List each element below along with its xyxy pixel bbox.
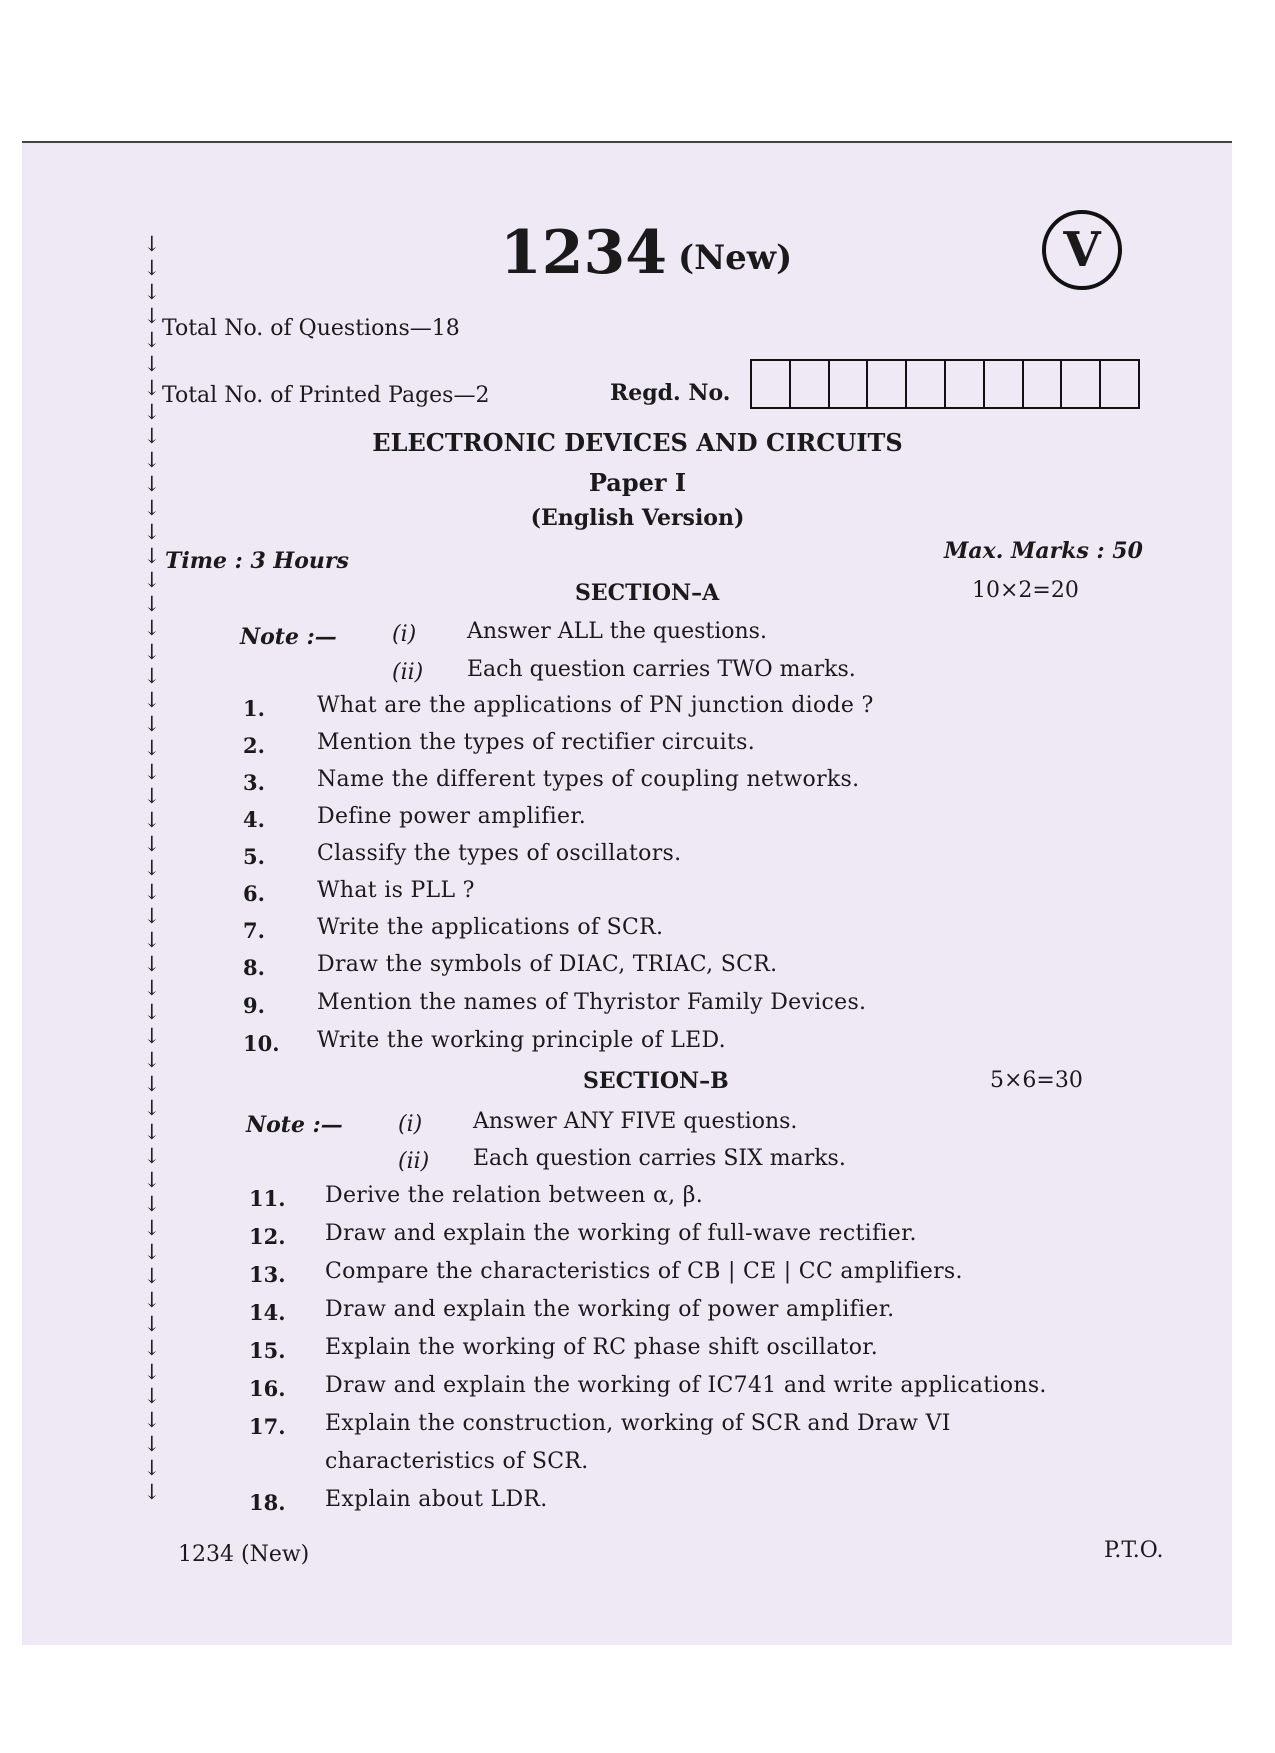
- regd-digit-box[interactable]: [830, 361, 869, 407]
- section-a-note-i-num: (i): [392, 622, 417, 647]
- footer-pto: P.T.O.: [1104, 1538, 1164, 1563]
- section-b-note-ii-num: (ii): [398, 1149, 430, 1174]
- question-text: Mention the types of rectifier circuits.: [317, 730, 756, 755]
- margin-arrow-icon: ↓: [143, 1456, 161, 1480]
- margin-arrow-icon: ↓: [143, 832, 161, 856]
- margin-arrow-icon: ↓: [143, 1336, 161, 1360]
- question-number: 16.: [249, 1376, 286, 1401]
- margin-arrow-icon: ↓: [143, 1216, 161, 1240]
- margin-arrow-icon: ↓: [143, 856, 161, 880]
- question-text: Write the working principle of LED.: [317, 1028, 726, 1053]
- paper-code: 1234: [500, 218, 667, 288]
- question-text-continuation: characteristics of SCR.: [325, 1449, 589, 1474]
- question-text: Explain the working of RC phase shift oscillator.: [325, 1335, 879, 1360]
- margin-arrow-icon: ↓: [143, 1384, 161, 1408]
- time-label: Time : 3 Hours: [165, 548, 349, 574]
- question-text: Draw and explain the working of full-wave rectifier.: [325, 1221, 917, 1246]
- margin-arrow-icon: ↓: [143, 304, 161, 328]
- question-number: 15.: [249, 1338, 286, 1363]
- margin-arrow-icon: ↓: [143, 328, 161, 352]
- total-questions: Total No. of Questions—18: [162, 316, 460, 341]
- section-a-note-ii: Each question carries TWO marks.: [467, 657, 856, 682]
- section-a-title: SECTION–A: [575, 580, 720, 606]
- margin-arrow-icon: ↓: [143, 664, 161, 688]
- margin-arrow-icon: ↓: [143, 424, 161, 448]
- question-text: Draw the symbols of DIAC, TRIAC, SCR.: [317, 952, 778, 977]
- margin-arrow-icon: ↓: [143, 736, 161, 760]
- margin-arrow-icon: ↓: [143, 1240, 161, 1264]
- total-pages: Total No. of Printed Pages—2: [162, 383, 490, 408]
- regd-digit-box[interactable]: [985, 361, 1024, 407]
- margin-arrow-icon: ↓: [143, 1024, 161, 1048]
- margin-arrow-icon: ↓: [143, 760, 161, 784]
- question-number: 18.: [249, 1490, 286, 1515]
- margin-arrow-icon: ↓: [143, 280, 161, 304]
- margin-arrow-icon: ↓: [143, 1312, 161, 1336]
- question-text: Draw and explain the working of IC741 and write applications.: [325, 1373, 1047, 1398]
- margin-arrow-icon: ↓: [143, 352, 161, 376]
- margin-arrow-icon: ↓: [143, 472, 161, 496]
- regd-digit-box[interactable]: [791, 361, 830, 407]
- question-text: Compare the characteristics of CB | CE | CC amplifiers.: [325, 1259, 963, 1284]
- question-number: 1.: [243, 696, 265, 721]
- paper-code-suffix: (New): [678, 238, 793, 278]
- margin-arrow-icon: ↓: [143, 256, 161, 280]
- margin-arrow-icon: ↓: [143, 880, 161, 904]
- regd-digit-box[interactable]: [868, 361, 907, 407]
- footer-code: 1234 (New): [178, 1542, 310, 1567]
- regd-number-boxes[interactable]: [750, 359, 1140, 409]
- section-b-note-ii: Each question carries SIX marks.: [473, 1146, 846, 1171]
- question-number: 17.: [249, 1414, 286, 1439]
- section-b-title: SECTION–B: [583, 1068, 729, 1094]
- question-text: Name the different types of coupling networks.: [317, 767, 860, 792]
- margin-arrow-icon: ↓: [143, 1480, 161, 1504]
- margin-arrow-icon: ↓: [143, 616, 161, 640]
- margin-arrow-icon: ↓: [143, 976, 161, 1000]
- question-number: 2.: [243, 733, 265, 758]
- regd-label: Regd. No.: [610, 380, 731, 406]
- margin-arrow-icon: ↓: [143, 952, 161, 976]
- section-b-note-i-num: (i): [398, 1112, 423, 1137]
- section-b-marks: 5×6=30: [990, 1068, 1083, 1093]
- question-text: Write the applications of SCR.: [317, 915, 664, 940]
- margin-arrow-icon: ↓: [143, 592, 161, 616]
- margin-arrow-icon: ↓: [143, 904, 161, 928]
- section-a-note-i: Answer ALL the questions.: [467, 619, 767, 644]
- margin-arrow-icon: ↓: [143, 1000, 161, 1024]
- question-text: Explain about LDR.: [325, 1487, 548, 1512]
- section-a-note-ii-num: (ii): [392, 660, 424, 685]
- regd-digit-box[interactable]: [752, 361, 791, 407]
- question-number: 14.: [249, 1300, 286, 1325]
- margin-arrow-icon: ↓: [143, 712, 161, 736]
- question-number: 7.: [243, 918, 265, 943]
- paper-title: Paper I: [588, 468, 687, 497]
- margin-arrow-icon: ↓: [143, 1048, 161, 1072]
- regd-digit-box[interactable]: [946, 361, 985, 407]
- version-title: (English Version): [530, 505, 745, 531]
- margin-arrow-icon: ↓: [143, 1168, 161, 1192]
- margin-arrow-icon: ↓: [143, 1408, 161, 1432]
- margin-arrow-icon: ↓: [143, 568, 161, 592]
- regd-digit-box[interactable]: [907, 361, 946, 407]
- margin-arrow-icon: ↓: [143, 448, 161, 472]
- question-number: 4.: [243, 807, 265, 832]
- question-text: Classify the types of oscillators.: [317, 841, 682, 866]
- margin-arrow-icon: ↓: [143, 640, 161, 664]
- top-edge-line: [22, 141, 1232, 143]
- question-text: Draw and explain the working of power amplifier.: [325, 1297, 895, 1322]
- margin-arrow-icon: ↓: [143, 1144, 161, 1168]
- question-text: Explain the construction, working of SCR and Draw VI: [325, 1411, 951, 1436]
- margin-arrow-icon: ↓: [143, 400, 161, 424]
- margin-arrow-icon: ↓: [143, 232, 161, 256]
- subject-title: ELECTRONIC DEVICES AND CIRCUITS: [372, 428, 903, 457]
- margin-arrow-icon: ↓: [143, 1096, 161, 1120]
- max-marks: Max. Marks : 50: [944, 538, 1143, 564]
- margin-arrows: [143, 232, 163, 1532]
- margin-arrow-icon: ↓: [143, 1120, 161, 1144]
- margin-arrow-icon: ↓: [143, 784, 161, 808]
- question-text: Define power amplifier.: [317, 804, 587, 829]
- section-b-note-i: Answer ANY FIVE questions.: [473, 1109, 798, 1134]
- question-number: 8.: [243, 955, 265, 980]
- margin-arrow-icon: ↓: [143, 520, 161, 544]
- margin-arrow-icon: ↓: [143, 928, 161, 952]
- question-text: Derive the relation between α, β.: [325, 1183, 704, 1208]
- margin-arrow-icon: ↓: [143, 1432, 161, 1456]
- regd-digit-box[interactable]: [1101, 361, 1138, 407]
- question-number: 12.: [249, 1224, 286, 1249]
- section-b-note-label: Note :—: [246, 1112, 343, 1138]
- question-number: 13.: [249, 1262, 286, 1287]
- question-text: Mention the names of Thyristor Family Devices.: [317, 990, 867, 1015]
- section-a-marks: 10×2=20: [972, 578, 1079, 603]
- section-a-note-label: Note :—: [240, 624, 337, 650]
- margin-arrow-icon: ↓: [143, 808, 161, 832]
- margin-arrow-icon: ↓: [143, 1264, 161, 1288]
- margin-arrow-icon: ↓: [143, 1360, 161, 1384]
- regd-digit-box[interactable]: [1062, 361, 1101, 407]
- question-number: 5.: [243, 844, 265, 869]
- regd-digit-box[interactable]: [1024, 361, 1063, 407]
- question-number: 10.: [243, 1031, 280, 1056]
- version-circle: V: [1042, 210, 1122, 290]
- margin-arrow-icon: ↓: [143, 1072, 161, 1096]
- margin-arrow-icon: ↓: [143, 496, 161, 520]
- question-number: 9.: [243, 993, 265, 1018]
- margin-arrow-icon: ↓: [143, 1192, 161, 1216]
- margin-arrow-icon: ↓: [143, 544, 161, 568]
- margin-arrow-icon: ↓: [143, 688, 161, 712]
- question-number: 6.: [243, 881, 265, 906]
- question-number: 11.: [249, 1186, 286, 1211]
- question-text: What is PLL ?: [317, 878, 475, 903]
- question-text: What are the applications of PN junction diode ?: [317, 693, 874, 718]
- margin-arrow-icon: ↓: [143, 376, 161, 400]
- question-number: 3.: [243, 770, 265, 795]
- margin-arrow-icon: ↓: [143, 1288, 161, 1312]
